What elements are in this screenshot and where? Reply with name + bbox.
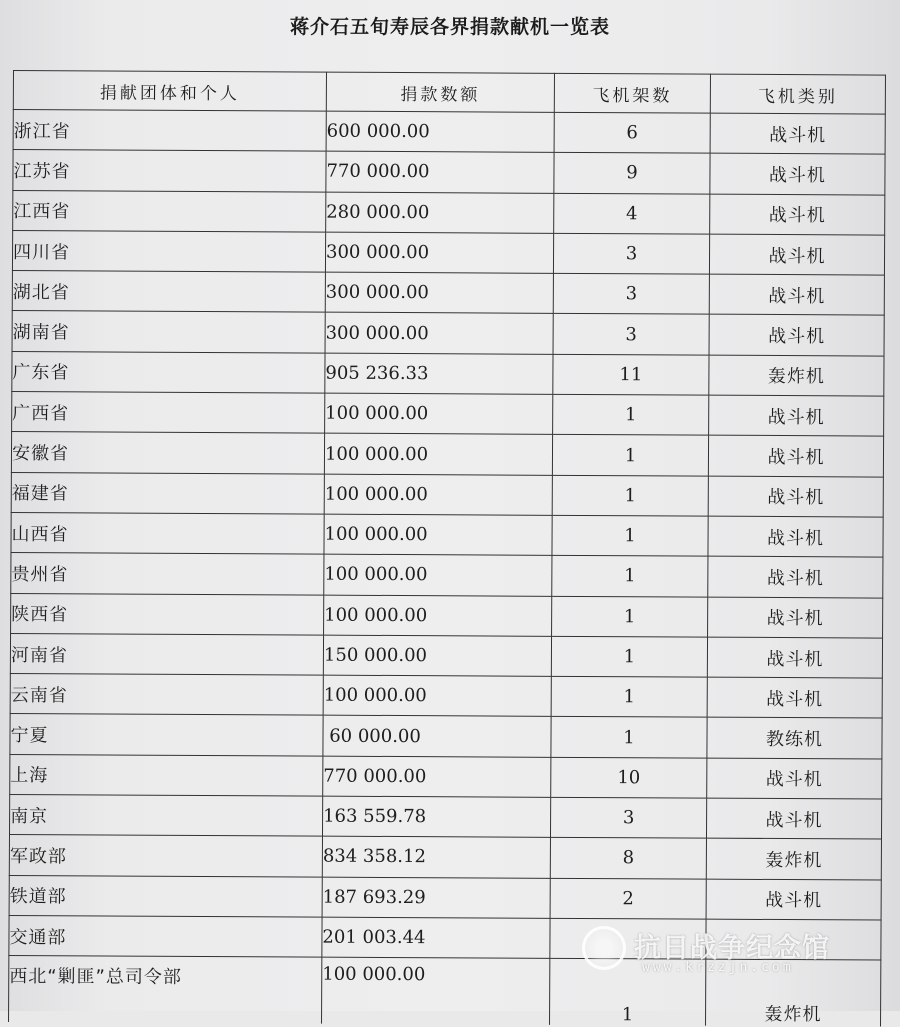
planes-cell: 2 [550, 878, 706, 919]
amount-cell: 100 000.00 [325, 393, 553, 434]
planes-cell: 1 [552, 556, 708, 597]
donor-cell: 上海 [10, 754, 323, 796]
table-row [11, 512, 883, 557]
donor-cell: 贵州省 [11, 553, 324, 595]
donor-cell: 交通部 [9, 915, 322, 957]
type-cell: 轰炸机 [706, 959, 881, 1026]
planes-cell: 1 [552, 515, 708, 556]
type-cell: 战斗机 [708, 556, 883, 597]
donation-table [8, 70, 886, 1027]
type-cell: 战斗机 [708, 516, 883, 557]
planes-cell: 1 [552, 435, 708, 476]
type-cell: 战斗机 [709, 274, 884, 315]
type-cell: 战斗机 [708, 436, 883, 477]
donor-cell: 山西省 [11, 512, 324, 554]
header-donor: 捐献团体和个人 [13, 71, 326, 112]
type-cell: 战斗机 [709, 234, 884, 275]
planes-cell: 9 [554, 153, 710, 194]
donor-cell: 四川省 [12, 230, 325, 272]
type-cell: 战斗机 [707, 758, 882, 799]
amount-cell: 100 000.00 [324, 554, 552, 595]
planes-cell: 1 [552, 596, 708, 637]
donor-cell: 浙江省 [13, 110, 326, 152]
table-row [12, 311, 884, 356]
planes-cell [550, 918, 706, 959]
donor-cell: 宁夏 [10, 714, 323, 756]
planes-cell: 1 [550, 959, 706, 1026]
type-cell: 战斗机 [710, 153, 885, 194]
table-row [12, 351, 884, 396]
table-row [13, 110, 885, 155]
table-row [11, 593, 883, 638]
donor-cell: 江苏省 [13, 150, 326, 192]
table-row [11, 553, 883, 598]
planes-cell: 1 [551, 717, 707, 758]
amount-cell: 300 000.00 [325, 313, 553, 354]
watermark-title: 抗日战争纪念馆 [634, 933, 830, 964]
type-cell [706, 919, 881, 960]
type-cell: 战斗机 [706, 879, 881, 920]
table-row [13, 190, 885, 235]
table-row [9, 835, 881, 880]
type-cell: 战斗机 [706, 798, 881, 839]
type-cell: 轰炸机 [709, 355, 884, 396]
planes-cell: 1 [552, 475, 708, 516]
donor-cell: 广东省 [12, 351, 325, 393]
table-row [11, 432, 883, 477]
amount-cell: 100 000.00 [324, 514, 552, 555]
planes-cell: 1 [551, 676, 707, 717]
donor-cell: 西北“剿匪”总司令部 [9, 956, 322, 1024]
planes-cell: 3 [553, 233, 709, 274]
amount-cell: 187 693.29 [322, 877, 550, 918]
amount-cell: 201 003.44 [322, 917, 550, 958]
type-cell: 战斗机 [707, 677, 882, 718]
amount-cell: 834 358.12 [322, 836, 550, 877]
amount-cell: 300 000.00 [325, 272, 553, 313]
donor-cell: 湖南省 [12, 311, 325, 353]
table-row [12, 271, 884, 316]
table-row [9, 956, 881, 1027]
amount-cell: 60 000.00 [323, 716, 551, 757]
table-row [9, 875, 881, 920]
amount-cell: 905 236.33 [325, 353, 553, 394]
watermark-url: www.krzzjn.com [642, 960, 794, 975]
header-planes: 飞机架数 [554, 73, 710, 113]
donor-cell: 广西省 [12, 392, 325, 434]
table-row [10, 714, 882, 759]
donor-cell: 军政部 [9, 835, 322, 877]
amount-cell: 100 000.00 [324, 434, 552, 475]
amount-cell: 600 000.00 [326, 111, 554, 152]
table-row [13, 150, 885, 195]
planes-cell: 1 [551, 636, 707, 677]
planes-cell: 11 [553, 354, 709, 395]
table-row [9, 915, 881, 960]
donor-cell: 云南省 [10, 674, 323, 716]
header-amount: 捐款数额 [326, 72, 554, 112]
donor-cell: 南京 [9, 795, 322, 837]
amount-cell: 100 000.00 [324, 474, 552, 515]
table-row [10, 633, 882, 678]
donor-cell: 福建省 [11, 472, 324, 514]
amount-cell: 100 000.00 [324, 595, 552, 636]
amount-cell: 163 559.78 [322, 796, 550, 837]
donor-cell: 陕西省 [11, 593, 324, 635]
donor-cell: 安徽省 [11, 432, 324, 474]
donor-cell: 河南省 [10, 633, 323, 675]
amount-cell: 770 000.00 [326, 151, 554, 192]
table-row [12, 230, 884, 275]
type-cell: 战斗机 [707, 637, 882, 678]
donor-cell: 铁道部 [9, 875, 322, 917]
planes-cell: 8 [550, 838, 706, 879]
amount-cell: 280 000.00 [326, 192, 554, 233]
planes-cell: 3 [550, 797, 706, 838]
planes-cell: 6 [554, 112, 710, 153]
planes-cell: 1 [553, 394, 709, 435]
planes-cell: 3 [553, 274, 709, 315]
type-cell: 战斗机 [710, 113, 885, 154]
table-row [10, 754, 882, 799]
table-row [12, 392, 884, 437]
table-body [9, 110, 886, 1027]
table-row [10, 674, 882, 719]
donor-cell: 江西省 [13, 190, 326, 232]
table-row [11, 472, 883, 517]
type-cell: 战斗机 [708, 476, 883, 517]
type-cell: 战斗机 [708, 597, 883, 638]
amount-cell: 300 000.00 [325, 232, 553, 273]
type-cell: 战斗机 [709, 395, 884, 436]
type-cell: 战斗机 [709, 315, 884, 356]
amount-cell: 100 000.00 [323, 675, 551, 716]
table-row [9, 795, 881, 840]
type-cell: 轰炸机 [706, 838, 881, 879]
amount-cell: 770 000.00 [323, 756, 551, 797]
donor-cell: 湖北省 [12, 271, 325, 313]
planes-cell: 4 [554, 193, 710, 234]
header-type: 飞机类别 [710, 74, 885, 114]
planes-cell: 10 [551, 757, 707, 798]
type-cell: 教练机 [707, 718, 882, 759]
table-header-row [13, 71, 885, 115]
document-title: 蒋介石五旬寿辰各界捐款献机一览表 [289, 16, 610, 38]
planes-cell: 3 [553, 314, 709, 355]
amount-cell: 100 000.00 [322, 957, 550, 1025]
amount-cell: 150 000.00 [323, 635, 551, 676]
type-cell: 战斗机 [710, 194, 885, 235]
